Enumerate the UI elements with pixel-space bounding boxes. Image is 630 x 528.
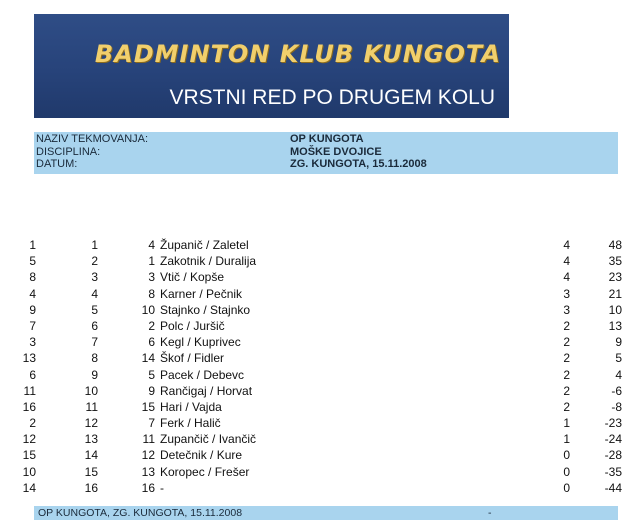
standing-pair: Pacek / Debevc — [160, 367, 245, 382]
standing-start-number: 14 — [22, 480, 36, 495]
standing-difference: 10 — [608, 302, 622, 317]
standing-pair: Hari / Vajda — [160, 399, 222, 414]
standing-rank: 2 — [91, 254, 98, 269]
standing-points: 2 — [563, 351, 570, 366]
standing-seed: 7 — [148, 416, 155, 431]
standing-rank: 7 — [91, 335, 98, 350]
standing-seed: 13 — [141, 464, 155, 479]
standing-rank: 14 — [84, 448, 98, 463]
standing-pair: - — [160, 480, 164, 495]
standing-start-number: 10 — [22, 464, 36, 479]
standing-rank: 8 — [91, 351, 98, 366]
standing-rank: 4 — [91, 286, 98, 301]
standing-difference: 5 — [615, 351, 622, 366]
standing-start-number: 7 — [29, 318, 36, 333]
table-row — [0, 400, 630, 416]
standing-start-number: 4 — [29, 286, 36, 301]
standing-start-number: 13 — [22, 351, 36, 366]
standing-start-number: 8 — [29, 270, 36, 285]
standing-pair: Vtič / Kopše — [160, 270, 225, 285]
standing-pair: Zupančič / Ivančič — [160, 432, 257, 447]
standing-start-number: 1 — [29, 238, 36, 252]
standing-pair: Stajnko / Stajnko — [160, 302, 251, 317]
standing-difference: -28 — [604, 448, 622, 463]
standing-rank: 3 — [91, 270, 98, 285]
standing-points: 1 — [563, 432, 570, 447]
table-row — [0, 287, 630, 303]
table-row — [0, 432, 630, 448]
standing-difference: 21 — [608, 286, 622, 301]
table-row — [0, 368, 630, 384]
standing-start-number: 16 — [22, 399, 36, 414]
footer-band — [34, 506, 618, 520]
standing-difference: 23 — [608, 270, 622, 285]
standing-start-number: 2 — [29, 416, 36, 431]
standings-table — [0, 238, 630, 497]
standings-subtitle: VRSTNI RED PO DRUGEM KOLU — [169, 86, 495, 109]
standing-pair: Ferk / Halič — [160, 416, 221, 431]
standing-rank: 6 — [91, 318, 98, 333]
standing-pair: Polc / Juršič — [160, 318, 225, 333]
footer-text: OP KUNGOTA, ZG. KUNGOTA, 15.11.2008 — [38, 507, 243, 519]
table-row — [0, 481, 630, 497]
standing-start-number: 12 — [22, 432, 36, 447]
standing-seed: 2 — [148, 318, 155, 333]
standing-rank: 9 — [91, 367, 98, 382]
table-row — [0, 465, 630, 481]
standing-pair: Zakotnik / Duralija — [160, 254, 257, 269]
table-row — [0, 351, 630, 367]
table-row — [0, 303, 630, 319]
standing-points: 0 — [563, 464, 570, 479]
standing-difference: -35 — [604, 464, 622, 479]
standing-pair: Škof / Fidler — [160, 351, 225, 366]
table-row — [0, 416, 630, 432]
footer-dash: - — [488, 507, 492, 519]
standing-rank: 13 — [84, 432, 98, 447]
table-row — [0, 270, 630, 286]
standing-difference: 9 — [615, 335, 622, 350]
info-row-date — [34, 157, 618, 170]
standing-seed: 5 — [148, 367, 155, 382]
standing-points: 4 — [563, 238, 570, 252]
info-row-competition — [34, 132, 618, 145]
standing-points: 2 — [563, 367, 570, 382]
standing-points: 2 — [563, 383, 570, 398]
info-row-discipline — [34, 145, 618, 158]
table-row — [0, 238, 630, 254]
standing-seed: 9 — [148, 383, 155, 398]
info-value: OP KUNGOTA — [290, 133, 364, 145]
standing-rank: 15 — [84, 464, 98, 479]
standing-seed: 8 — [148, 286, 155, 301]
standing-start-number: 6 — [29, 367, 36, 382]
standing-difference: 4 — [615, 367, 622, 382]
standing-difference: 48 — [608, 238, 622, 252]
standing-difference: -23 — [604, 416, 622, 431]
standing-difference: 35 — [608, 254, 622, 269]
standing-rank: 16 — [84, 480, 98, 495]
table-row — [0, 254, 630, 270]
info-label: NAZIV TEKMOVANJA: — [36, 133, 149, 145]
competition-info — [34, 132, 618, 174]
standing-points: 0 — [563, 448, 570, 463]
info-value: MOŠKE DVOJICE — [290, 145, 382, 158]
standing-seed: 12 — [141, 448, 155, 463]
standing-points: 1 — [563, 416, 570, 431]
standing-pair: Koropec / Frešer — [160, 464, 250, 479]
standing-difference: -24 — [604, 432, 622, 447]
standing-start-number: 11 — [23, 383, 36, 398]
info-label: DISCIPLINA: — [36, 145, 101, 158]
standing-points: 2 — [563, 318, 570, 333]
standing-seed: 10 — [141, 302, 155, 317]
standing-rank: 1 — [91, 238, 98, 252]
standing-seed: 16 — [141, 480, 155, 495]
standing-start-number: 15 — [22, 448, 36, 463]
standing-rank: 12 — [84, 416, 98, 431]
standing-pair: Županič / Zaletel — [160, 238, 249, 252]
standing-rank: 5 — [91, 302, 98, 317]
club-title: BADMINTON KLUB KUNGOTA — [94, 40, 501, 68]
standing-points: 2 — [563, 399, 570, 414]
info-value: ZG. KUNGOTA, 15.11.2008 — [290, 158, 427, 170]
standing-points: 0 — [563, 480, 570, 495]
standing-pair: Kegl / Kuprivec — [160, 335, 241, 350]
standing-seed: 4 — [148, 238, 155, 252]
standing-points: 3 — [563, 302, 570, 317]
standing-difference: -8 — [611, 399, 622, 414]
standing-start-number: 5 — [29, 254, 36, 269]
standing-seed: 11 — [142, 432, 155, 447]
standing-pair: Rančigaj / Horvat — [160, 383, 253, 398]
standing-seed: 15 — [141, 399, 155, 414]
standing-seed: 3 — [148, 270, 155, 285]
standing-difference: -44 — [604, 480, 622, 495]
table-row — [0, 319, 630, 335]
standing-pair: Detečnik / Kure — [160, 448, 243, 463]
standing-rank: 11 — [85, 399, 98, 414]
standing-pair: Karner / Pečnik — [160, 286, 243, 301]
table-row — [0, 448, 630, 464]
header-banner — [34, 14, 509, 118]
table-row — [0, 335, 630, 351]
standing-start-number: 9 — [29, 302, 36, 317]
standing-rank: 10 — [84, 383, 98, 398]
info-label: DATUM: — [36, 158, 78, 170]
standing-points: 2 — [563, 335, 570, 350]
standing-seed: 1 — [148, 254, 155, 269]
standing-difference: -6 — [611, 383, 622, 398]
standing-points: 4 — [563, 270, 570, 285]
standing-difference: 13 — [608, 318, 622, 333]
standing-points: 4 — [563, 254, 570, 269]
standing-seed: 6 — [148, 335, 155, 350]
standing-points: 3 — [563, 286, 570, 301]
standing-seed: 14 — [141, 351, 155, 366]
table-row — [0, 384, 630, 400]
standing-start-number: 3 — [29, 335, 36, 350]
